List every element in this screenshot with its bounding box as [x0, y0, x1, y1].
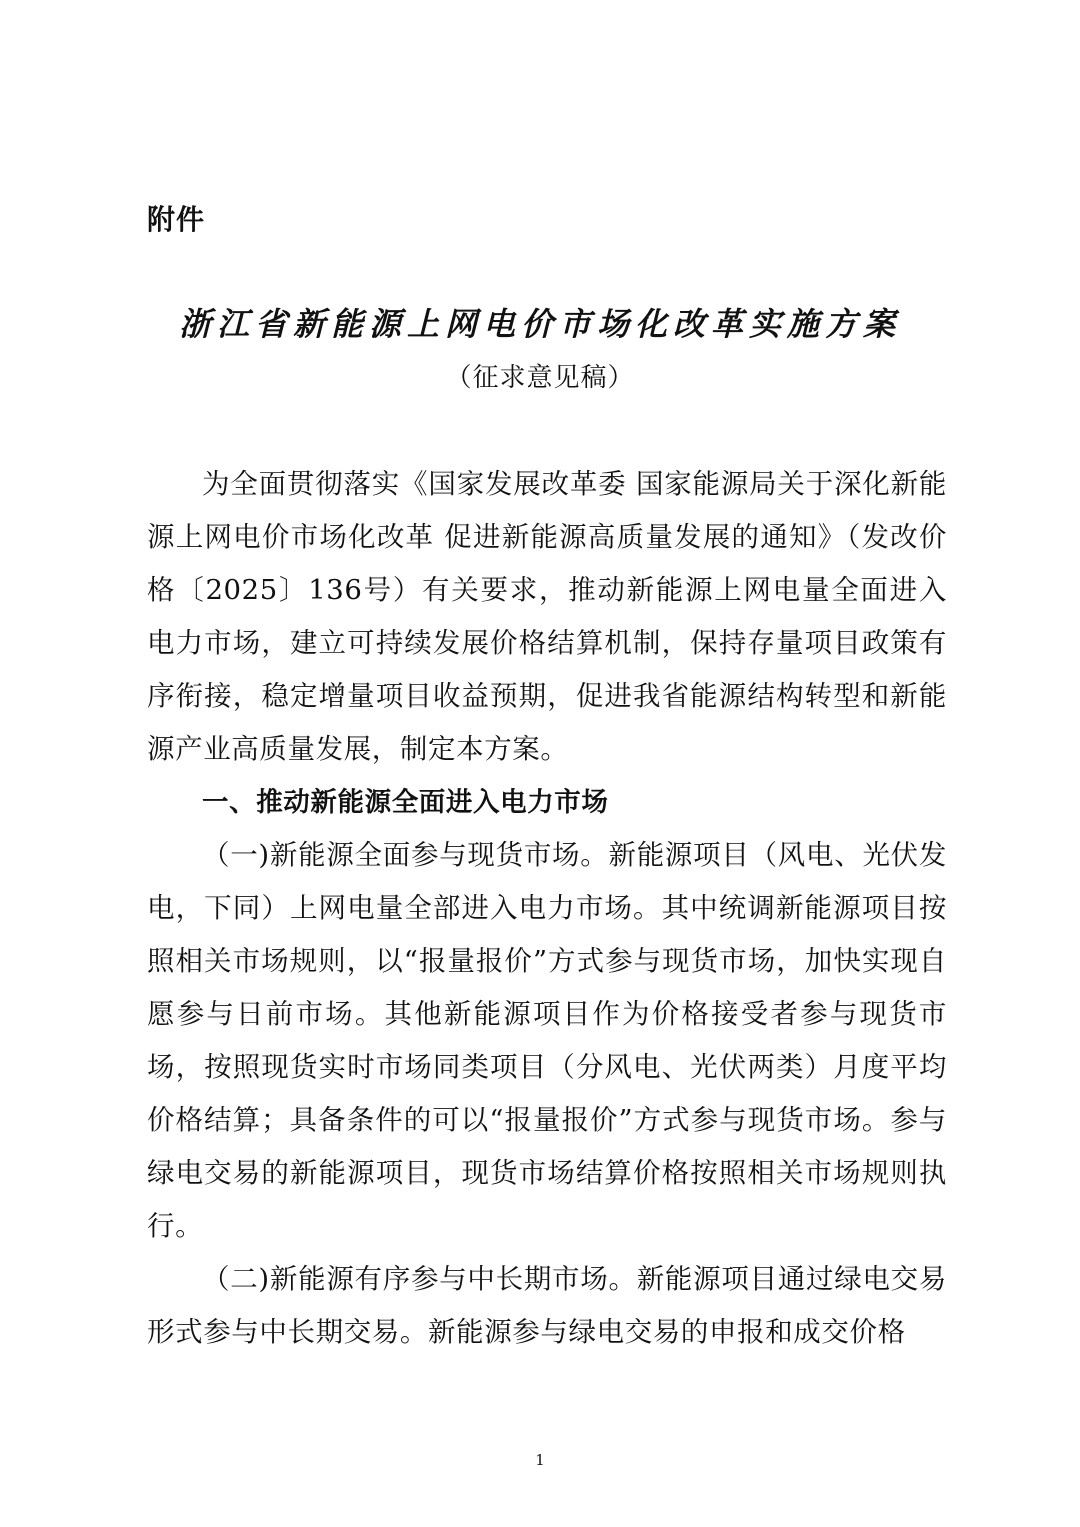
item-2-heading: （二)新能源有序参与中长期市场。 [202, 1263, 637, 1295]
item-1-heading: （一)新能源全面参与现货市场。 [202, 839, 609, 871]
document-subtitle: （征求意见稿） [445, 363, 635, 393]
section-1-heading: 一、推动新能源全面进入电力市场 [202, 787, 609, 818]
item-2-text: 新能源项目通过绿电交易形式参与中长期交易。新能源参与绿电交易的申报和成交价格 [147, 1263, 947, 1348]
document-title: 浙江省新能源上网电价市场化改革实施方案 [178, 305, 901, 343]
page-number: 1 [535, 1451, 545, 1469]
intro-paragraph: 为全面贯彻落实《国家发展改革委 国家能源局关于深化新能源上网电价市场化改革 促进新能源高质量发展的通知》（发改价格〔2025〕136号）有关要求，推动新能源上网电量全面进入电力市场，建立可持续发展价格结算机制，保持存量项目政策有序衔接，稳定增量项目收益预期，促进我省能源结构转型和新能源产业高质量发展，制定本方案。 [147, 468, 947, 765]
item-1-text: 新能源项目（风电、光伏发电，下同）上网电量全部进入电力市场。其中统调新能源项目按照相关市场规则，以“报量报价”方式参与现货市场，加快实现自愿参与日前市场。其他新能源项目作为价格接受者参与现货市场，按照现货实时市场同类项目（分风电、光伏两类）月度平均价格结算；具备条件的可以“报量报价”方式参与现货市场。参与绿电交易的新能源项目，现货市场结算价格按照相关市场规则执行。 [147, 839, 947, 1242]
document-body [147, 458, 947, 1359]
item-1-paragraph [147, 829, 947, 1253]
item-2-paragraph [147, 1253, 947, 1359]
section-1-heading-paragraph [147, 776, 947, 829]
attachment-label: 附件 [147, 203, 206, 236]
